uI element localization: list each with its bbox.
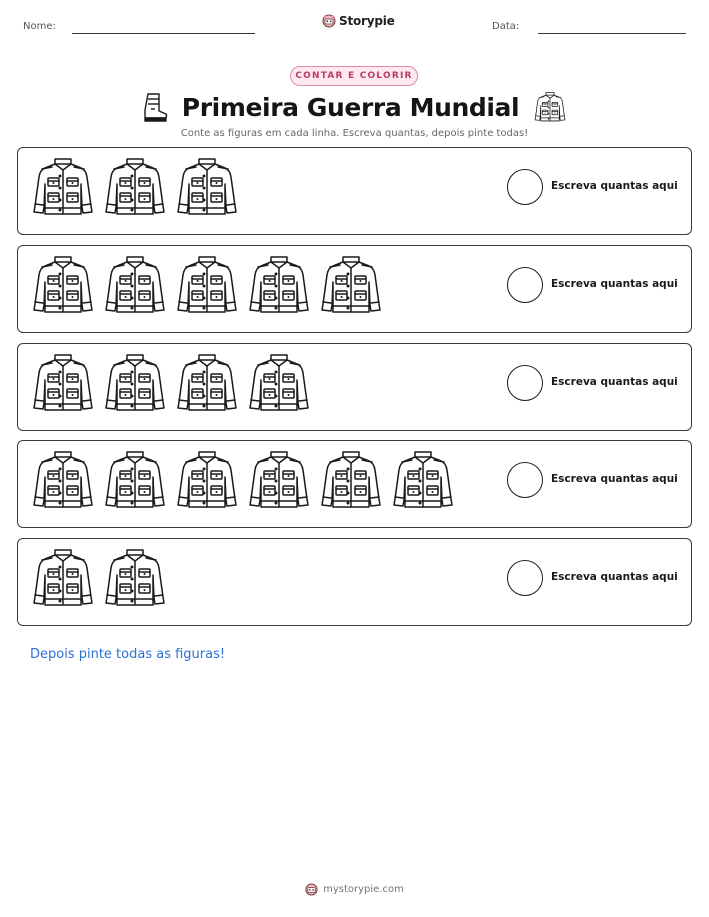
military-jacket-icon[interactable]: [103, 156, 167, 218]
storypie-mascot-icon: [305, 883, 318, 896]
figure-group: [31, 449, 455, 511]
military-jacket-icon[interactable]: [175, 156, 239, 218]
footer-site: mystorypie.com: [323, 883, 404, 895]
military-jacket-icon[interactable]: [103, 254, 167, 316]
boot-icon: [142, 92, 168, 122]
military-jacket-icon[interactable]: [319, 254, 383, 316]
date-line: [538, 33, 686, 34]
counting-row: [17, 147, 692, 235]
counting-row: [17, 245, 692, 333]
answer-circle[interactable]: [507, 462, 543, 498]
military-jacket-icon[interactable]: [175, 352, 239, 414]
answer-circle[interactable]: [507, 365, 543, 401]
military-jacket-icon: [533, 91, 567, 123]
title-row: [0, 89, 709, 125]
military-jacket-icon[interactable]: [391, 449, 455, 511]
name-line: [72, 33, 255, 34]
answer-label: Escreva quantas aqui: [551, 473, 678, 486]
counting-row: [17, 343, 692, 431]
military-jacket-icon[interactable]: [175, 449, 239, 511]
military-jacket-icon[interactable]: [31, 254, 95, 316]
military-jacket-icon[interactable]: [31, 547, 95, 609]
military-jacket-icon[interactable]: [31, 156, 95, 218]
answer-circle[interactable]: [507, 560, 543, 596]
page-title: Primeira Guerra Mundial: [181, 92, 520, 122]
footer: [0, 879, 709, 899]
answer-circle[interactable]: [507, 169, 543, 205]
military-jacket-icon[interactable]: [247, 352, 311, 414]
answer-label: Escreva quantas aqui: [551, 180, 678, 192]
answer-label: Escreva quantas aqui: [551, 277, 678, 290]
military-jacket-icon[interactable]: [103, 352, 167, 414]
closing-note: Depois pinte todas as figuras!: [30, 647, 226, 662]
worksheet-header: [0, 14, 709, 42]
answer-label: Escreva quantas aqui: [551, 375, 678, 388]
instructions: Conte as figuras em cada linha. Escreva quantas, depois pinte todas!: [180, 128, 529, 139]
date-label: Data:: [492, 21, 520, 32]
military-jacket-icon[interactable]: [247, 254, 311, 316]
figure-group: [31, 156, 239, 218]
military-jacket-icon[interactable]: [319, 449, 383, 511]
name-label: Nome:: [23, 21, 56, 32]
activity-badge: CONTAR E COLORIR: [290, 66, 418, 86]
storypie-logo: [322, 14, 395, 28]
military-jacket-icon[interactable]: [175, 254, 239, 316]
brand-name: Storypie: [339, 14, 395, 28]
military-jacket-icon[interactable]: [31, 449, 95, 511]
counting-row: [17, 538, 692, 626]
figure-group: [31, 547, 167, 609]
counting-row: [17, 440, 692, 528]
figure-group: [31, 254, 383, 316]
military-jacket-icon[interactable]: [103, 449, 167, 511]
military-jacket-icon[interactable]: [103, 547, 167, 609]
answer-label: Escreva quantas aqui: [551, 571, 678, 583]
figure-group: [31, 352, 311, 414]
storypie-mascot-icon: [322, 14, 336, 28]
military-jacket-icon[interactable]: [247, 449, 311, 511]
answer-circle[interactable]: [507, 267, 543, 303]
military-jacket-icon[interactable]: [31, 352, 95, 414]
